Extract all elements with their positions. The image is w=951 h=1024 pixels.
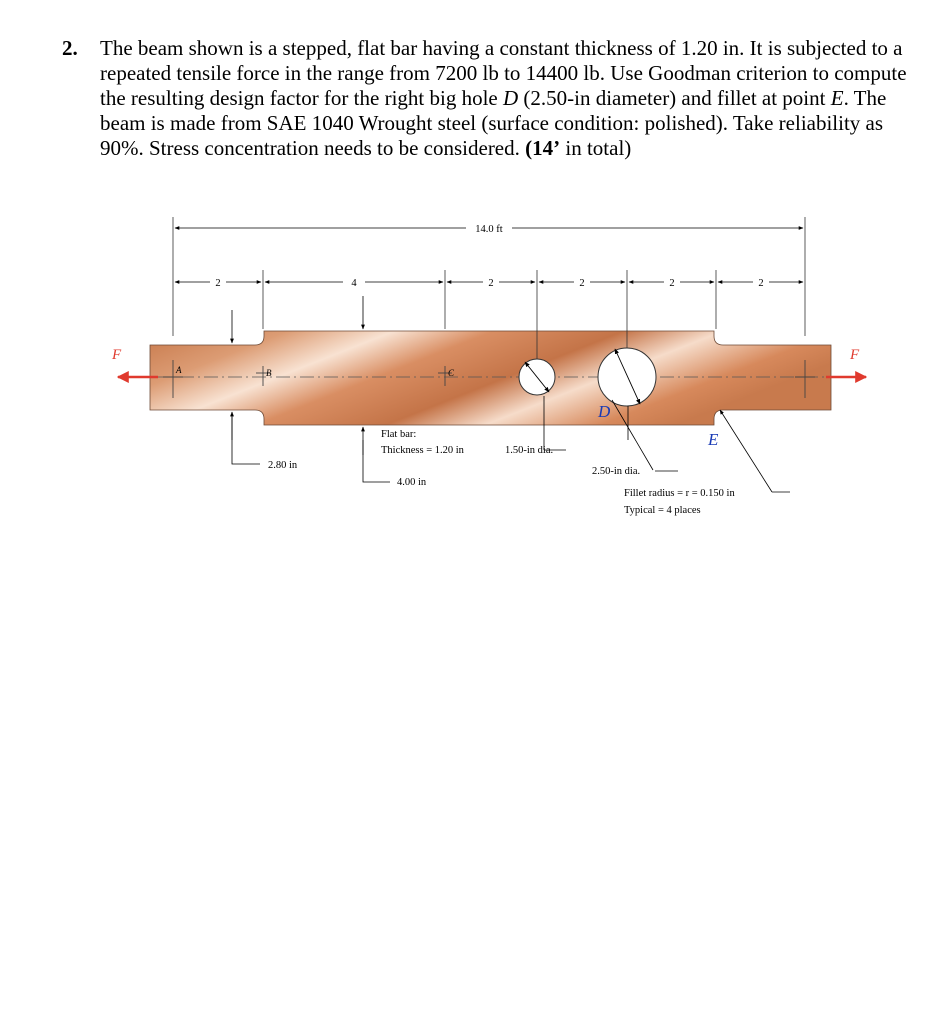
thickness-label: Thickness = 1.20 in — [381, 445, 464, 456]
fillet-radius-label: Fillet radius = r = 0.150 in — [624, 488, 735, 499]
point-d-label: D — [598, 402, 611, 421]
flat-bar-label: Flat bar: — [381, 429, 417, 440]
problem-text-segment: D — [502, 86, 519, 110]
segment-dim-hole1-hole2: 2 — [579, 278, 585, 289]
point-b-label: B — [266, 368, 272, 378]
problem-text-segment: in total) — [560, 136, 632, 160]
segment-dim-ab: 2 — [215, 278, 221, 289]
segment-dim-step-end: 2 — [758, 278, 764, 289]
point-c-label: C — [448, 368, 455, 378]
problem-text-segment: (2.50-in diameter) and fillet at point — [518, 86, 831, 110]
stepped-flat-bar — [150, 331, 831, 425]
force-right-label: F — [850, 347, 860, 363]
overall-length-label: 14.0 ft — [475, 224, 503, 235]
point-a-label: A — [176, 365, 182, 375]
segment-dim-hole2-step: 2 — [669, 278, 675, 289]
big-hole-label: 2.50-in dia. — [592, 466, 641, 477]
fillet-leader — [720, 410, 772, 492]
problem-text-segment: The beam shown is a stepped, flat bar having a constant thickness of 1.20 in. It is subjected to a repeated tensile force in the range from 7200 lb to 14400 lb. Use Goodman criterion to compute the resulting design factor for the right big hole — [100, 36, 907, 110]
problem-text-segment: E — [830, 86, 844, 110]
segment-dim-bc: 4 — [351, 278, 357, 289]
segment-dim-c-hole1: 2 — [488, 278, 494, 289]
narrow-width-label: 2.80 in — [268, 460, 298, 471]
problem-text-segment: (14’ — [525, 136, 561, 160]
problem-text-segment: . The beam is made from SAE 1040 Wrought steel (surface condition: polished). Take reliability as 90%. Stress concentration needs to be considered. — [100, 86, 887, 160]
problem-number: 2. — [62, 36, 78, 60]
small-hole-label: 1.50-in dia. — [505, 445, 554, 456]
point-e-label: E — [708, 430, 719, 449]
force-left-label: F — [112, 347, 122, 363]
big-hole-d — [598, 348, 656, 406]
narrow-width-leader — [232, 412, 260, 464]
wide-width-label: 4.00 in — [397, 477, 427, 488]
typical-places-label: Typical = 4 places — [624, 505, 701, 516]
